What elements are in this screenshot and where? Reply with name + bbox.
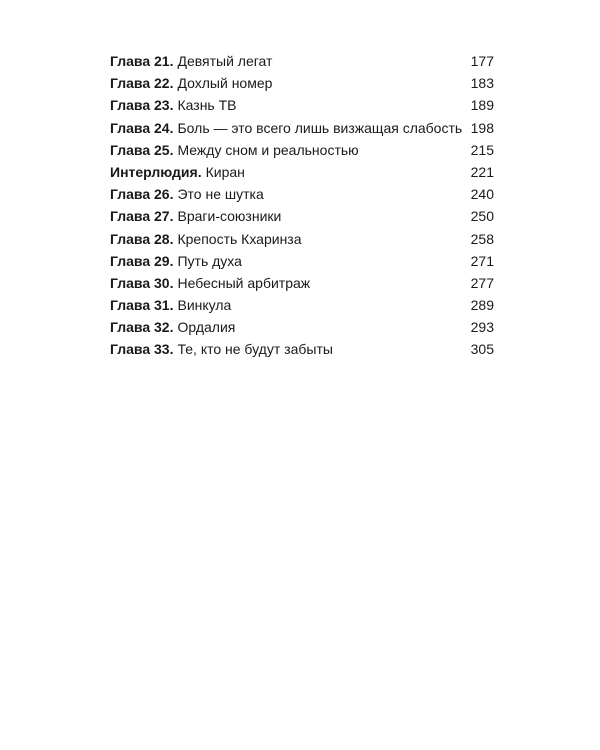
page-number: 305 [470,341,494,358]
toc-row [110,316,494,338]
page-number: 289 [470,297,494,314]
page-number: 198 [470,119,494,136]
chapter-label: Глава 24. [110,119,174,136]
chapter-label: Глава 29. [110,252,174,269]
chapter-label: Глава 31. [110,297,174,314]
chapter-label: Глава 25. [110,141,174,158]
chapter-title: Девятый легат [177,53,273,69]
toc-row [110,338,494,360]
page-number: 250 [470,208,494,225]
chapter-label: Глава 30. [110,274,174,291]
table-of-contents [110,50,494,361]
toc-row [110,94,494,116]
chapter-title: Дохлый номер [177,75,273,92]
toc-row [110,294,494,316]
toc-row [110,72,494,94]
chapter-title: Враги-союзники [177,208,282,225]
page-number: 240 [470,186,494,203]
chapter-title: Киран [205,163,245,180]
chapter-label: Глава 26. [110,186,174,203]
toc-row [110,117,494,139]
toc-row [110,139,494,161]
chapter-title: Ордалия [177,319,236,336]
toc-row [110,161,494,183]
page-number: 215 [470,141,494,158]
chapter-label: Глава 27. [110,208,174,225]
page-number: 177 [470,53,494,69]
page-number: 258 [470,230,494,247]
chapter-title: Те, кто не будут забыты [177,341,333,358]
page-number: 271 [470,252,494,269]
interlude-label: Интерлюдия. [110,163,202,180]
chapter-title: Между сном и реальностью [177,141,359,158]
toc-row [110,228,494,250]
chapter-label: Глава 21. [110,53,174,69]
chapter-label: Глава 33. [110,341,174,358]
chapter-title: Это не шутка [177,186,264,203]
chapter-title: Казнь ТВ [177,97,237,114]
toc-row [110,205,494,227]
chapter-label: Глава 23. [110,97,174,114]
toc-row [110,183,494,205]
page-number: 189 [470,97,494,114]
chapter-title: Путь духа [177,252,242,269]
chapter-label: Глава 32. [110,319,174,336]
toc-row [110,272,494,294]
chapter-label: Глава 22. [110,75,174,92]
toc-row [110,50,494,72]
page-number: 221 [470,163,494,180]
page-number: 183 [470,75,494,92]
chapter-title: Боль — это всего лишь визжащая слабость [177,119,463,136]
chapter-title: Крепость Кхаринза [177,230,302,247]
page-number: 277 [470,274,494,291]
chapter-label: Глава 28. [110,230,174,247]
chapter-title: Винкула [177,297,232,314]
toc-row [110,250,494,272]
page-number: 293 [470,319,494,336]
chapter-title: Небесный арбитраж [177,274,311,291]
